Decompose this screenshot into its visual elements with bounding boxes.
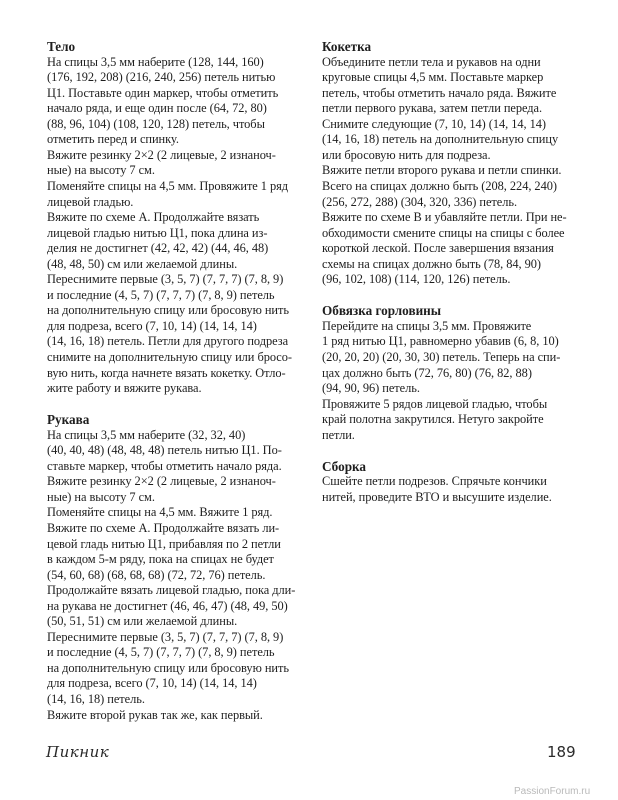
section-title-telo: Тело — [47, 39, 76, 54]
text-line: петли. — [322, 427, 355, 442]
text-line: обходимости смените спицы на спицы с более — [322, 225, 565, 240]
text-line: цах должно быть (72, 76, 80) (76, 82, 88) — [322, 365, 532, 380]
text-line: для подреза, всего (7, 10, 14) (14, 14, 14) — [47, 318, 257, 333]
text-line: на рукава не достигнет (46, 46, 47) (48, 49, 50) — [47, 598, 288, 613]
text-line: Вяжите резинку 2×2 (2 лицевые, 2 изнаноч- — [47, 147, 276, 162]
section-title-sborka: Сборка — [322, 458, 367, 474]
text-line: петли первого рукава, затем петли переда. — [322, 101, 543, 116]
paragraph — [47, 630, 313, 708]
text-line: край полотна закрутился. Нетуго закройте — [322, 412, 544, 427]
text-line: или бросовую нить для подреза. — [322, 147, 491, 162]
section-body-sborka — [322, 474, 578, 505]
paragraph — [322, 210, 578, 288]
text-line: начало ряда, и еще один после (64, 72, 80) — [47, 101, 267, 116]
text-line: на дополнительную спицу или бросовую нить — [47, 660, 289, 675]
paragraph — [47, 148, 313, 179]
right-column — [322, 39, 578, 505]
text-line: (14, 16, 18) петель. — [47, 692, 145, 707]
paragraph — [47, 583, 313, 630]
section-body-koketka — [322, 55, 578, 288]
text-line: (50, 51, 51) см или желаемой длины. — [47, 614, 238, 629]
left-column — [47, 39, 313, 723]
paragraph — [47, 505, 313, 521]
text-line: жите работу и вяжите рукава. — [47, 381, 202, 396]
text-line: Поменяйте спицы на 4,5 мм. Вяжите 1 ряд. — [47, 505, 273, 520]
paragraph — [322, 55, 578, 117]
text-line: и последние (4, 5, 7) (7, 7, 7) (7, 8, 9) петель — [47, 287, 275, 302]
section-title-obvyazka: Обвязка горловины — [322, 303, 442, 319]
paragraph — [47, 474, 313, 505]
text-line: Ц1. Поставьте один маркер, чтобы отметить — [47, 85, 279, 100]
section-body-rukava — [47, 428, 313, 723]
text-line: цевой гладь нитью Ц1, прибавляя по 2 петли — [47, 536, 281, 551]
watermark-text: PassionForum.ru — [514, 786, 591, 797]
text-line: для подреза, всего (7, 10, 14) (14, 14, 14) — [47, 676, 257, 691]
paragraph — [47, 428, 313, 475]
text-line: (256, 272, 288) (304, 320, 336) петель. — [322, 194, 518, 209]
paragraph — [322, 163, 578, 210]
paragraph — [322, 474, 578, 505]
paragraph — [47, 55, 313, 148]
text-line: лицевой гладью. — [47, 194, 134, 209]
text-line: нитей, проведите ВТО и высушите изделие. — [322, 489, 552, 504]
text-line: (176, 192, 208) (216, 240, 256) петель нитью — [47, 70, 276, 85]
text-line: (20, 20, 20) (20, 30, 30) петель. Теперь на спи- — [322, 349, 561, 364]
text-line: на дополнительную спицу или бросовую нить — [47, 303, 289, 318]
text-line: (94, 90, 96) петель. — [322, 381, 420, 396]
section-body-telo — [47, 55, 313, 397]
text-line: На спицы 3,5 мм наберите (128, 144, 160) — [47, 54, 264, 69]
page-number: 189 — [547, 743, 576, 761]
text-line: лицевой гладью нитью Ц1, пока длина из- — [47, 225, 268, 240]
text-line: Сшейте петли подрезов. Спрячьте кончики — [322, 474, 547, 489]
text-line: Вяжите второй рукав так же, как первый. — [47, 707, 263, 722]
text-line: Перейдите на спицы 3,5 мм. Провяжите — [322, 318, 532, 333]
text-line: 1 ряд нитью Ц1, равномерно убавив (6, 8, 10) — [322, 334, 559, 349]
text-line: Объедините петли тела и рукавов на одни — [322, 54, 541, 69]
text-line: Провяжите 5 рядов лицевой гладью, чтобы — [322, 396, 548, 411]
text-line: круговые спицы 4,5 мм. Поставьте маркер — [322, 70, 544, 85]
paragraph — [47, 272, 313, 396]
text-line: Поменяйте спицы на 4,5 мм. Провяжите 1 ряд — [47, 178, 289, 193]
text-line: короткой леской. После завершения вязания — [322, 241, 554, 256]
paragraph — [47, 179, 313, 210]
text-line: (48, 48, 50) см или желаемой длины. — [47, 256, 238, 271]
text-line: (88, 96, 104) (108, 120, 128) петель, чтобы — [47, 116, 265, 131]
text-line: Продолжайте вязать лицевой гладью, пока дли- — [47, 583, 296, 598]
paragraph — [322, 117, 578, 164]
text-line: (14, 16, 18) петель на дополнительную спицу — [322, 132, 559, 147]
text-line: Снимите следующие (7, 10, 14) (14, 14, 14) — [322, 116, 546, 131]
text-line: ные) на высоту 7 см. — [47, 163, 155, 178]
text-line: отметить перед и спинку. — [47, 132, 179, 147]
paragraph — [47, 708, 313, 724]
text-line: Вяжите по схеме В и убавляйте петли. При не- — [322, 210, 567, 225]
text-line: делия не достигнет (42, 42, 42) (44, 46, 48) — [47, 241, 269, 256]
text-line: (40, 40, 48) (48, 48, 48) петель нитью Ц1. По- — [47, 443, 282, 458]
section-title-koketka: Кокетка — [322, 39, 372, 54]
text-line: Всего на спицах должно быть (208, 224, 240) — [322, 178, 557, 193]
text-line: Переснимите первые (3, 5, 7) (7, 7, 7) (7, 8, 9) — [47, 629, 284, 644]
text-line: На спицы 3,5 мм наберите (32, 32, 40) — [47, 427, 246, 442]
text-line: ные) на высоту 7 см. — [47, 489, 155, 504]
text-line: Вяжите петли второго рукава и петли спинки. — [322, 163, 562, 178]
text-line: Вяжите резинку 2×2 (2 лицевые, 2 изнаноч- — [47, 474, 276, 489]
text-line: и последние (4, 5, 7) (7, 7, 7) (7, 8, 9) петель — [47, 645, 275, 660]
text-line: Переснимите первые (3, 5, 7) (7, 7, 7) (7, 8, 9) — [47, 272, 284, 287]
text-line: Вяжите по схеме А. Продолжайте вязать — [47, 210, 260, 225]
paragraph — [322, 319, 578, 397]
paragraph — [47, 521, 313, 583]
text-line: (14, 16, 18) петель. Петли для другого подреза — [47, 334, 289, 349]
text-line: снимите на дополнительную спицу или бросо- — [47, 349, 292, 364]
paragraph — [322, 397, 578, 444]
text-line: вую нить, когда начнете вязать кокетку. Отло- — [47, 365, 286, 380]
footer-magazine-title: Пикник — [46, 743, 110, 761]
section-title-rukava: Рукава — [47, 412, 90, 428]
text-line: ставьте маркер, чтобы отметить начало ряда. — [47, 458, 282, 473]
text-line: (54, 60, 68) (68, 68, 68) (72, 72, 76) петель. — [47, 567, 266, 582]
section-body-obvyazka — [322, 319, 578, 443]
text-line: Вяжите по схеме А. Продолжайте вязать ли- — [47, 521, 280, 535]
text-line: в каждом 5-м ряду, пока на спицах не будет — [47, 552, 274, 567]
text-line: петель, чтобы отметить начало ряда. Вяжите — [322, 85, 557, 100]
paragraph — [47, 210, 313, 272]
text-line: схемы на спицах должно быть (78, 84, 90) — [322, 256, 542, 271]
text-line: (96, 102, 108) (114, 120, 126) петель. — [322, 272, 511, 287]
